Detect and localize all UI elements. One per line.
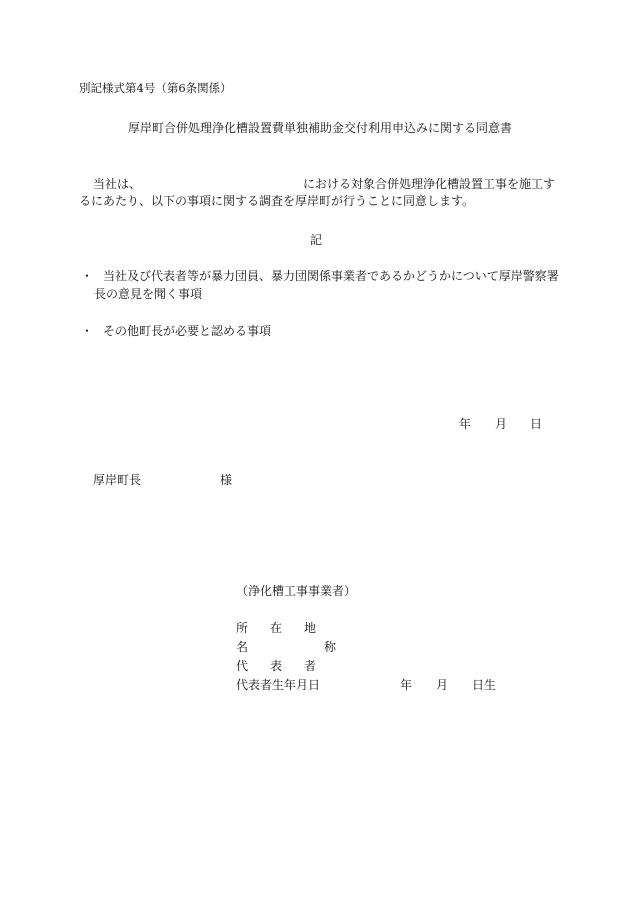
item1-text-line1: 当社及び代表者等が暴力団員、暴力団関係事業者であるかどうかについて厚岸警察署 [103,269,559,283]
addressee-honorific: 様 [220,473,233,487]
representative-char: 者 [304,659,317,673]
birthdate-label: 代表者生年月日 [236,678,321,692]
bullet-icon: ・ [81,324,94,338]
consent-text-line2: るにあたり、以下の事項に関する調査を厚岸町が行うことに同意します。 [79,194,475,208]
form-number: 別記様式第4号（第6条関係） [79,81,232,95]
representative-char: 表 [270,659,283,673]
consent-text-end: における対象合併処理浄化槽設置工事を施工す [303,177,556,191]
consent-text-start: 当社は、 [93,177,142,191]
birth-year-label: 年 [400,678,413,692]
date-month-label: 月 [495,417,508,431]
name-char: 名 [236,640,249,654]
birth-day-label: 日生 [472,678,497,692]
date-year-label: 年 [459,417,472,431]
record-heading: 記 [310,233,323,247]
address-char: 地 [304,621,317,635]
address-char: 在 [270,621,283,635]
company-name-label [236,641,336,653]
date-day-label: 日 [530,417,543,431]
address-char: 所 [236,621,249,635]
addressee-name: 厚岸町長 [93,473,142,487]
item2-text: その他町長が必要と認める事項 [103,324,272,338]
document-title: 厚岸町合併処理浄化槽設置費単独補助金交付利用申込みに関する同意書 [128,121,513,135]
representative-char: 代 [236,659,249,673]
representative-label [236,660,316,672]
bullet-icon: ・ [81,269,94,283]
item1-text-line2: 長の意見を聞く事項 [94,287,203,301]
address-label [236,622,316,634]
business-section-label: （浄化槽工事事業者） [236,584,357,598]
birth-month-label: 月 [436,678,449,692]
name-char: 称 [324,640,337,654]
